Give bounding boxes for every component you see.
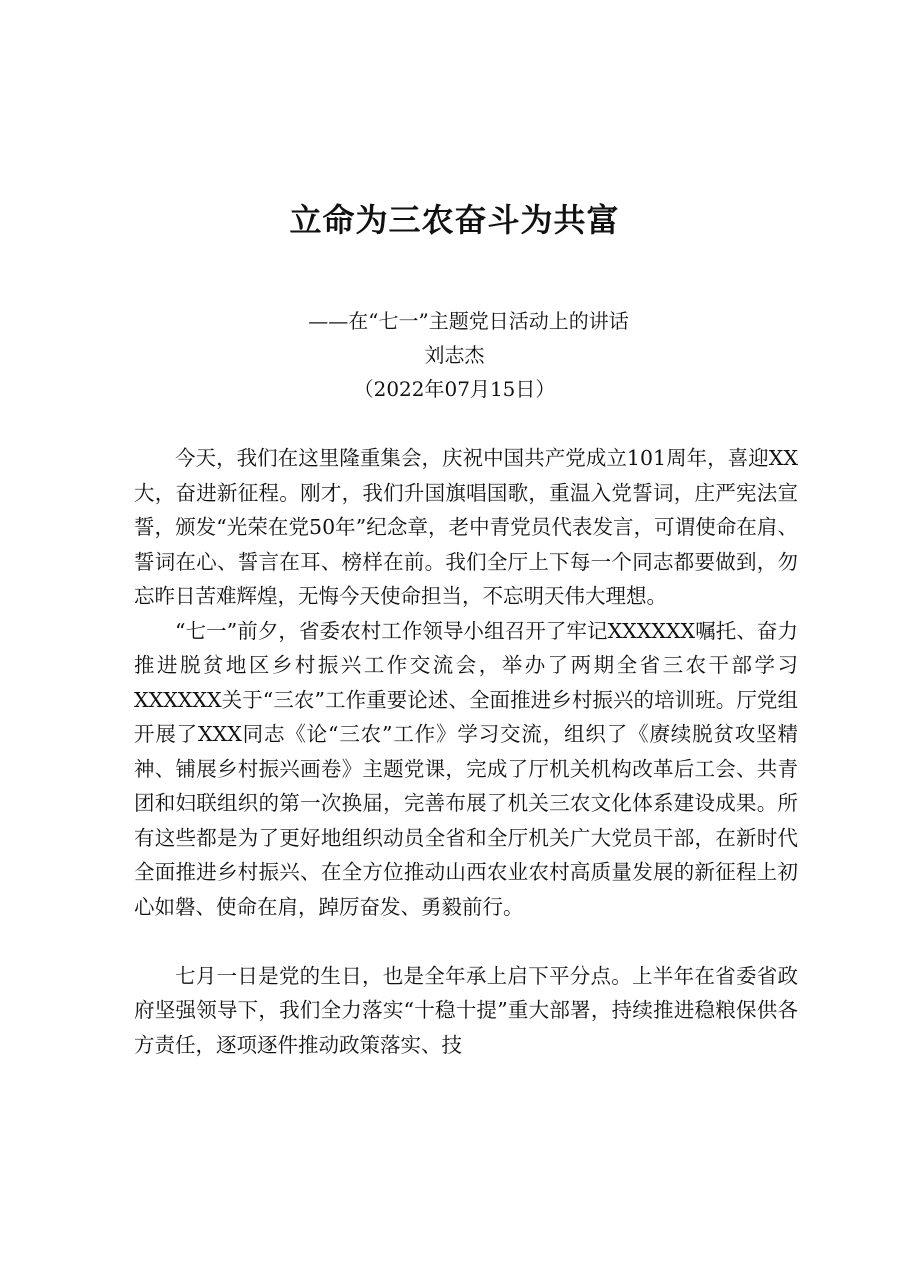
document-header-info bbox=[0, 304, 909, 406]
document-date: （2022年07月15日） bbox=[353, 377, 556, 401]
body-paragraph: 今天，我们在这里隆重集会，庆祝中国共产党成立101周年，喜迎XX大，奋进新征程。刚才，我们升国旗唱国歌，重温入党誓词，庄严宪法宣誓，颁发“光荣在党50年”纪念章，老中青党员代表发言，可谓使命在肩、誓词在心、誓言在耳、榜样在前。我们全厅上下每一个同志都要做到，勿忘昨日苦难辉煌，无悔今天使命担当，不忘明天伟大理想。 bbox=[134, 446, 798, 608]
document-subtitle: ——在“七一”主题党日活动上的讲话 bbox=[308, 309, 629, 333]
document-body bbox=[134, 441, 798, 1062]
document-title: 立命为三农奋斗为共富 bbox=[289, 201, 620, 239]
document-author: 刘志杰 bbox=[424, 343, 485, 367]
body-paragraph: 七月一日是党的生日，也是全年承上启下平分点。上半年在省委省政府坚强领导下，我们全力落实“十稳十提”重大部署，持续推进稳粮保供各方责任，逐项逐件推动政策落实、技 bbox=[134, 963, 798, 1057]
body-paragraph: “七一”前夕，省委农村工作领导小组召开了牢记XXXXXX嘱托、奋力推进脱贫地区乡村振兴工作交流会，举办了两期全省三农干部学习XXXXXX关于“三农”工作重要论述、全面推进乡村振兴的培训班。厅党组开展了XXX同志《论“三农”工作》学习交流，组织了《赓续脱贫攻坚精神、铺展乡村振兴画卷》主题党课，完成了厅机关机构改革后工会、共青团和妇联组织的第一次换届，完善布展了机关三农文化体系建设成果。所有这些都是为了更好地组织动员全省和全厅机关广大党员干部，在新时代全面推进乡村振兴、在全方位推动山西农业农村高质量发展的新征程上初心如磐、使命在肩，踔厉奋发、勇毅前行。 bbox=[134, 618, 798, 919]
